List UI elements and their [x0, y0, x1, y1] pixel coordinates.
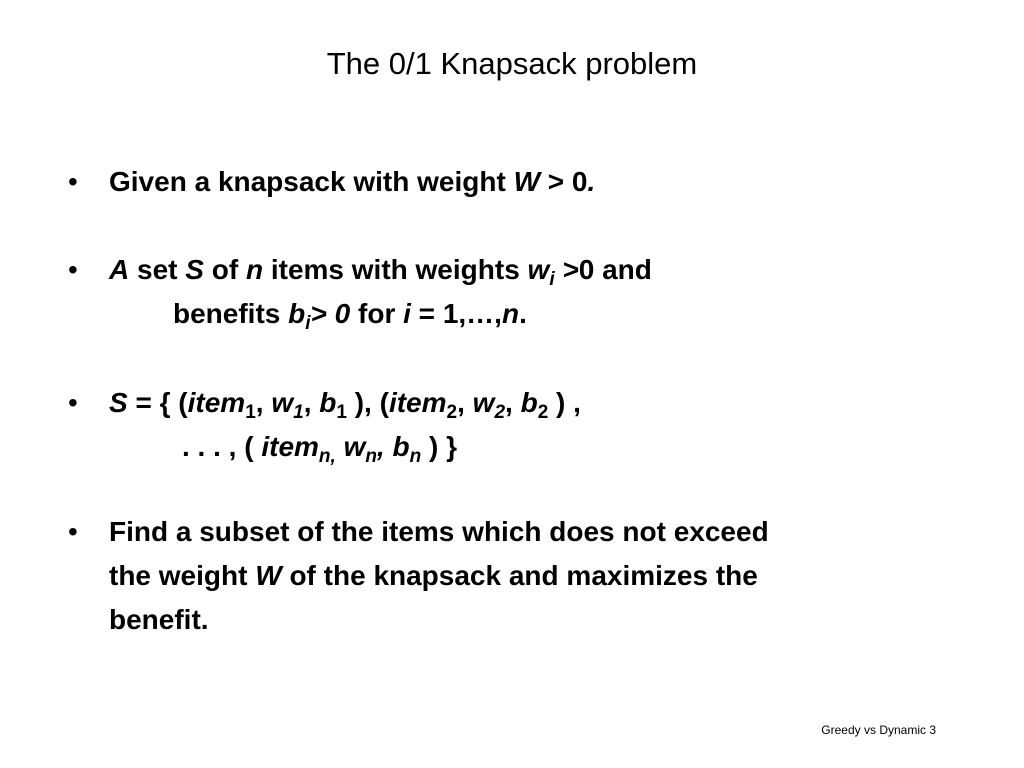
bullet-4-line-3	[109, 600, 209, 640]
text-run: W	[255, 560, 282, 591]
text-run: the weight	[109, 560, 256, 591]
text-run: w	[335, 431, 366, 462]
subscript-text: 1	[293, 402, 304, 423]
subscript-text: n	[365, 446, 377, 467]
text-run: S	[185, 254, 204, 285]
text-run: b	[319, 387, 337, 418]
text-run: for	[350, 298, 404, 329]
text-run: ,	[457, 387, 473, 418]
text-run: Find a subset of the items which does not exceed	[109, 516, 769, 547]
text-run: .	[587, 166, 596, 197]
text-run: benefit.	[109, 604, 209, 635]
bullet-marker: •	[68, 387, 78, 418]
bullet-2-line-1	[109, 250, 652, 290]
subscript-text: 2	[537, 402, 549, 423]
text-run: > 0	[310, 298, 351, 329]
text-run: w	[527, 254, 550, 285]
text-run: item	[388, 387, 447, 418]
text-run: ,	[255, 387, 272, 418]
text-run: b	[520, 387, 538, 418]
text-run: w	[271, 387, 294, 418]
text-run: ,	[303, 387, 320, 418]
text-run: ) }	[421, 431, 458, 462]
text-run: .	[519, 298, 527, 329]
text-run: S	[109, 387, 128, 418]
text-run: ,	[505, 387, 521, 418]
slide-title: The 0/1 Knapsack problem	[326, 46, 698, 81]
text-run: > 0	[540, 166, 588, 197]
subscript-text: 2	[446, 402, 458, 423]
bullet-2-line-2	[173, 294, 527, 334]
text-run: item	[261, 431, 319, 462]
text-run: n	[245, 254, 264, 285]
text-run: = 1,…,	[410, 298, 502, 329]
text-run: of	[203, 254, 246, 285]
text-run: ), (	[346, 387, 389, 418]
text-run: , b	[376, 431, 410, 462]
text-run: ) ,	[548, 387, 581, 418]
text-run: Given a knapsack with weight	[109, 166, 514, 197]
text-run: n	[501, 298, 520, 329]
bullet-4-line-2	[109, 556, 758, 596]
bullet-4-line-1	[109, 512, 769, 552]
subscript-text: n	[409, 446, 422, 467]
text-run: items with weights	[263, 254, 528, 285]
subscript-text: i	[305, 313, 311, 334]
bullet-1-line-1	[109, 162, 595, 202]
text-run: set	[129, 254, 186, 285]
text-run: A	[109, 254, 130, 285]
text-run: item	[187, 387, 246, 418]
text-run: . . . , (	[182, 431, 262, 462]
subscript-text: n,	[318, 446, 336, 467]
text-run: benefits	[173, 298, 289, 329]
text-run: of the knapsack and maximizes the	[281, 560, 758, 591]
bullet-marker: •	[68, 254, 78, 285]
subscript-text: 1	[336, 402, 347, 423]
subscript-text: 2	[494, 402, 506, 423]
bullet-marker: •	[68, 516, 78, 547]
subscript-text: 1	[245, 402, 256, 423]
bullet-marker: •	[68, 166, 78, 197]
text-run: 0 and	[578, 254, 652, 285]
text-run: i	[403, 298, 411, 329]
text-run: w	[472, 387, 495, 418]
text-run: W	[513, 166, 541, 197]
text-run: >	[554, 254, 579, 285]
bullet-3-line-1	[109, 383, 581, 423]
text-run: b	[288, 298, 306, 329]
text-run: = { (	[127, 387, 188, 418]
subscript-text: i	[549, 269, 555, 290]
slide-footer: Greedy vs Dynamic 3	[821, 723, 936, 737]
bullet-3-line-2	[182, 427, 457, 467]
